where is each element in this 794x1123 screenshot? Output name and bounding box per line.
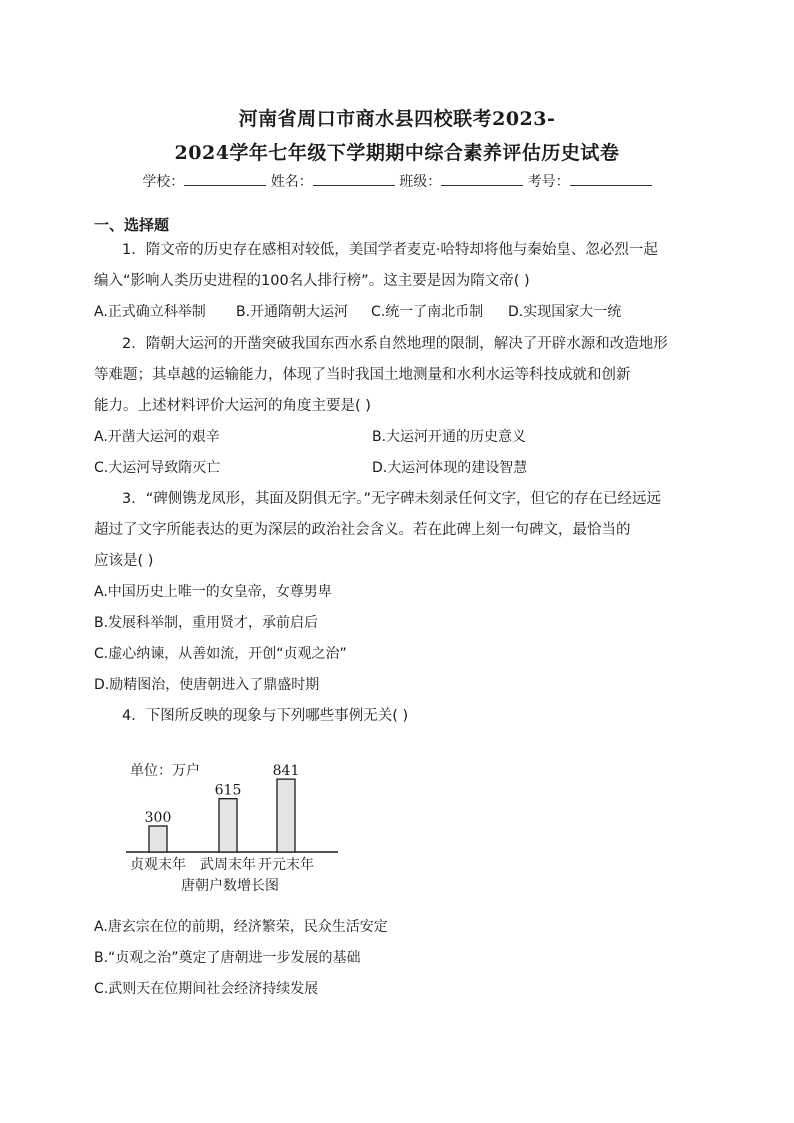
chart-category-label-3: 开元末年 xyxy=(258,857,314,873)
name-blank[interactable] xyxy=(313,173,395,186)
chart-category-label-2: 武周末年 xyxy=(200,857,256,873)
question-4-option-c[interactable]: C.武则天在位期间社会经济持续发展 xyxy=(94,981,319,997)
chart-value-label-3: 841 xyxy=(272,763,300,780)
chart-value-label-1: 300 xyxy=(144,810,172,826)
question-2-option-a[interactable]: A.开凿大运河的艰辛 xyxy=(94,429,220,445)
question-3-line-1: 3．“碑侧镌龙凤形，其面及阴俱无字。”无字碑未刻录任何文字，但它的存在已经远远 xyxy=(122,491,661,507)
question-1-option-c[interactable]: C.统一了南北币制 xyxy=(371,304,484,320)
question-3-option-a[interactable]: A.中国历史上唯一的女皇帝，女尊男卑 xyxy=(94,584,332,600)
question-2-line-1: 2．隋朝大运河的开凿突破我国东西水系自然地理的限制，解决了开辟水源和改造地形 xyxy=(122,336,668,352)
question-2-option-c[interactable]: C.大运河导致隋灭亡 xyxy=(94,460,221,476)
class-label: 班级： xyxy=(399,174,442,190)
question-3-option-d[interactable]: D.励精图治，使唐朝进入了鼎盛时期 xyxy=(94,677,320,693)
class-blank[interactable] xyxy=(441,173,523,186)
question-1-option-b[interactable]: B.开通隋朝大运河 xyxy=(236,304,349,320)
question-2-line-2: 等难题；其卓越的运输能力，体现了当时我国土地测量和水利水运等科技成就和创新 xyxy=(94,367,631,383)
chart-value-label-2: 615 xyxy=(214,782,242,799)
question-1-option-a[interactable]: A.正式确立科举制 xyxy=(94,304,206,320)
question-2-option-d[interactable]: D.大运河体现的建设智慧 xyxy=(372,460,528,476)
exam-title-line-1: 河南省周口市商水县四校联考2023- xyxy=(238,108,556,130)
name-label: 姓名： xyxy=(270,174,313,190)
question-2-line-3: 能力。上述材料评价大运河的角度主要是( ) xyxy=(94,398,371,414)
exam-title-line-2: 2024学年七年级下学期期中综合素养评估历史试卷 xyxy=(174,142,620,164)
chart-title: 唐朝户数增长图 xyxy=(181,878,279,894)
question-3-option-c[interactable]: C.虚心纳谏，从善如流，开创“贞观之治” xyxy=(94,646,347,662)
chart-bar-3 xyxy=(277,779,295,852)
school-blank[interactable] xyxy=(184,173,266,186)
question-3-line-2: 超过了文字所能表达的更为深层的政治社会含义。若在此碑上刻一句碑文，最恰当的 xyxy=(94,522,631,538)
question-3-option-b[interactable]: B.发展科举制，重用贤才，承前启后 xyxy=(94,615,319,631)
question-1-line-1: 1．隋文帝的历史存在感相对较低，美国学者麦克·哈特却将他与秦始皇、忽必烈一起 xyxy=(122,242,658,258)
exam-number-label: 考号： xyxy=(527,174,570,190)
question-1-option-d[interactable]: D.实现国家大一统 xyxy=(508,304,622,320)
question-4-line-1: 4．下图所反映的现象与下列哪些事例无关( ) xyxy=(122,708,409,724)
student-info-row xyxy=(0,171,794,191)
household-growth-chart xyxy=(110,752,350,900)
question-4-option-a[interactable]: A.唐玄宗在位的前期，经济繁荣，民众生活安定 xyxy=(94,919,388,935)
question-4-option-b[interactable]: B.“贞观之治”奠定了唐朝进一步发展的基础 xyxy=(94,950,361,966)
chart-bar-1 xyxy=(149,826,167,852)
exam-number-blank[interactable] xyxy=(570,173,652,186)
question-2-option-b[interactable]: B.大运河开通的历史意义 xyxy=(372,429,527,445)
chart-bar-2 xyxy=(219,799,237,852)
chart-unit-label: 单位：万户 xyxy=(130,763,200,779)
question-3-line-3: 应该是( ) xyxy=(94,553,154,569)
chart-category-label-1: 贞观末年 xyxy=(130,857,186,873)
section-title: 一、选择题 xyxy=(94,216,170,234)
question-1-line-2: 编入“影响人类历史进程的100名人排行榜”。这主要是因为隋文帝( ) xyxy=(94,273,530,289)
school-label: 学校： xyxy=(142,174,185,190)
